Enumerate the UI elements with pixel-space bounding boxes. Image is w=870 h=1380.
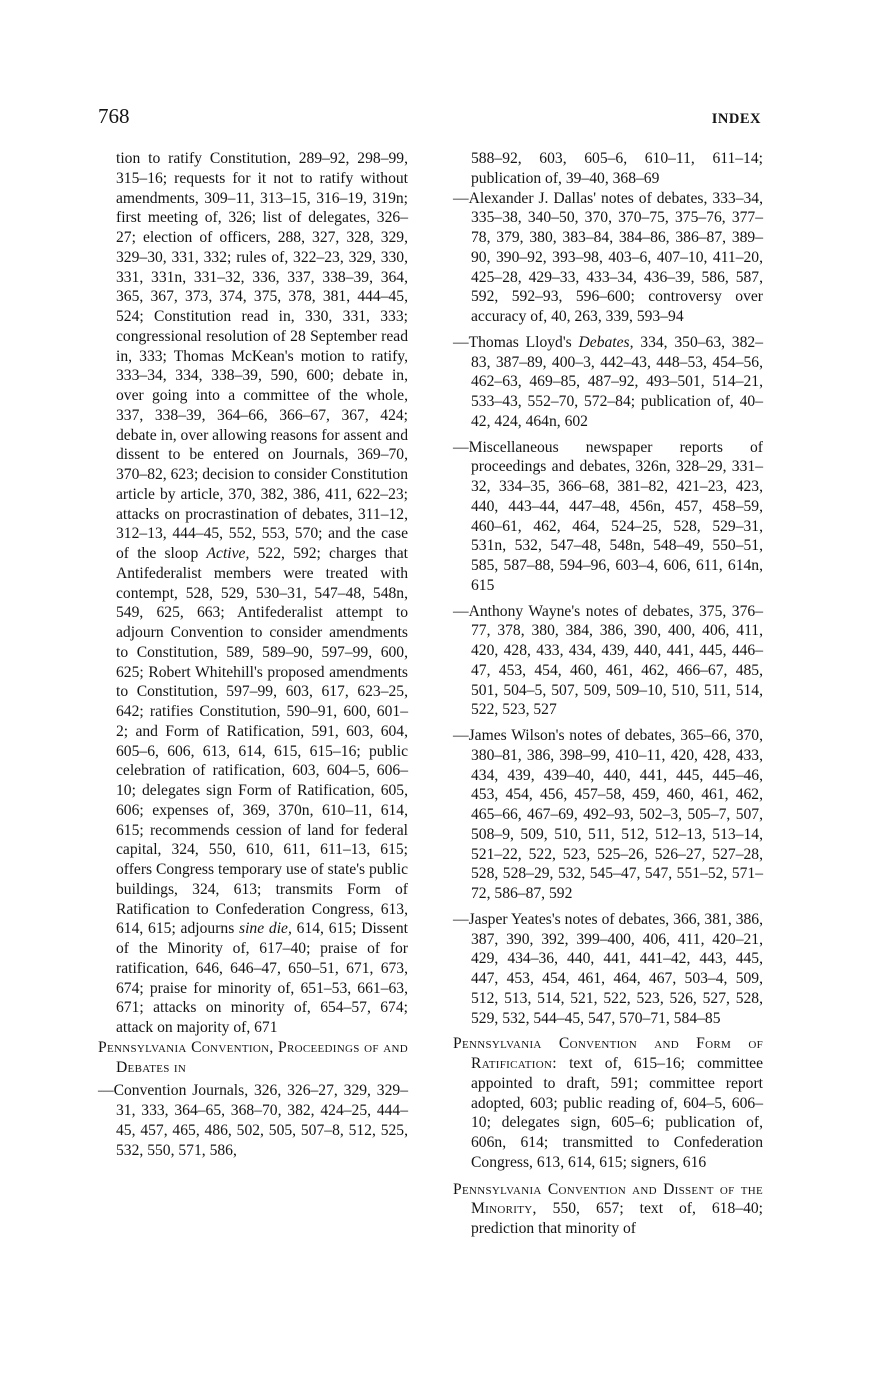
running-head: INDEX	[711, 111, 761, 127]
page-number: 768	[98, 104, 130, 128]
subentry-convention-journals: —Convention Journals, 326, 326–27, 329, 329–31, 333, 364–65, 368–70, 382, 424–25, 444–45, 457, 465, 486, 502, 505, 507–8, 512, 525, 532, 550, 571, 586,	[98, 1082, 408, 1159]
subentry-lloyd: —Thomas Lloyd's Debates, 334, 350–63, 382–83, 387–89, 400–3, 442–43, 448–53, 454–56, 462–63, 469–85, 487–92, 493–501, 514–21, 533–43, 552–70, 572–84; publication of, 40–42, 424, 464n, 602	[453, 333, 763, 430]
index-heading-proceedings: Pennsylvania Convention, Proceedings of and Debates in	[98, 1038, 408, 1076]
subentry-yeates: —Jasper Yeates's notes of debates, 366, 381, 386, 387, 390, 392, 399–400, 406, 411, 420–21, 429, 434–36, 440, 441, 441–42, 443, 445, 447, 453, 454, 461, 464, 467, 503–4, 509, 512, 513, 514, 521, 522, 523, 526, 527, 528, 529, 532, 544–45, 547, 570–71, 584–85	[453, 910, 763, 1027]
left-column	[98, 149, 408, 1166]
page-header	[98, 104, 761, 129]
index-entry-dissent-of-minority: Pennsylvania Convention and Dissent of the Minority, 550, 657; text of, 618–40; prediction that minority of	[453, 1180, 763, 1237]
subentry-dallas: —Alexander J. Dallas' notes of debates, 333–34, 335–38, 340–50, 370, 370–75, 375–76, 377–78, 379, 380, 383–84, 384–86, 386–87, 389–90, 390–92, 393–98, 403–6, 407–10, 411–20, 425–28, 429–33, 433–34, 436–39, 586, 587, 592, 592–93, 596–600; controversy over accuracy of, 40, 263, 339, 593–94	[453, 189, 763, 325]
subentry-wilson: —James Wilson's notes of debates, 365–66, 370, 380–81, 386, 398–99, 410–11, 420, 428, 433, 434, 439, 439–40, 440, 441, 445, 445–46, 453, 454, 456, 457–58, 459, 460, 461, 462, 465–66, 467–69, 492–93, 502–3, 505–7, 507, 508–9, 509, 510, 511, 512, 512–13, 513–14, 521–22, 522, 523, 525–26, 526–27, 527–28, 528, 528–29, 532, 545–47, 547, 551–52, 571–72, 586–87, 592	[453, 727, 763, 902]
subentry-wayne: —Anthony Wayne's notes of debates, 375, 376–77, 378, 380, 384, 386, 390, 400, 406, 411, 420, 428, 433, 434, 439, 440, 441, 445, 446–47, 453, 454, 460, 461, 462, 466–67, 485, 501, 504–5, 507, 509, 509–10, 510, 511, 514, 522, 523, 527	[453, 602, 763, 719]
subentry-journals-continued: 588–92, 603, 605–6, 610–11, 611–14; publication of, 39–40, 368–69	[471, 150, 763, 187]
right-column	[453, 149, 763, 1246]
continued-entry: tion to ratify Constitution, 289–92, 298–99, 315–16; requests for it not to ratify without amendments, 309–11, 313–15, 316–19, 319n; first meeting of, 326; list of delegates, 326–27; election of officers, 288, 327, 328, 329, 329–30, 331, 332; rules of, 322–23, 329, 330, 331, 331n, 331–32, 336, 337, 338–39, 364, 365, 367, 373, 374, 375, 378, 381, 444–45, 524; Constitution read in, 330, 331, 333; congressional resolution of 28 September read in, 333; Thomas McKean's motion to ratify, 333–34, 334, 338–39, 590, 600; debate in, over going into a committee of the whole, 337, 338–39, 364–66, 366–67, 367, 424; debate in, over allowing reasons for assent and dissent to be entered on Journals, 369–70, 370–82, 623; decision to consider Constitution article by article, 370, 382, 386, 411, 622–23; attacks on procrastination of debates, 311–12, 312–13, 444–45, 552, 553, 570; and the case of the sloop Active, 522, 592; charges that Antifederalist members were treated with contempt, 528, 529, 530–31, 547–48, 548n, 549, 625, 663; Antifederalist attempt to adjourn Convention to consider amendments to Constitution, 589, 589–90, 597–99, 600, 625; Robert Whitehill's proposed amendments to Constitution, 597–99, 603, 617, 623–25, 642; ratifies Constitution, 590–91, 600, 601–2; and Form of Ratification, 591, 603, 604, 605–6, 606, 613, 614, 615, 615–16; public celebration of ratification, 603, 604–5, 606–10; delegates sign Form of Ratification, 605, 606; expenses of, 369, 370n, 610–11, 614, 615; recommends cession of land for federal capital, 324, 550, 610, 611, 611–13, 615; offers Congress temporary use of state's public buildings, 324, 613; transmits Form of Ratification to Confederation Congress, 613, 614, 615; adjourns sine die, 614, 615; Dissent of the Minority of, 617–40; praise of for ratification, 646, 646–47, 650–51, 671, 673, 674; praise for minority of, 651–53, 661–63, 671; attacks on minority of, 654–57, 674; attack on majority of, 671	[116, 150, 409, 1036]
subentry-newspaper: —Miscellaneous newspaper reports of proceedings and debates, 326n, 328–29, 331–32, 334–35, 366–68, 381–82, 421–23, 423, 440, 443–44, 447–48, 456n, 457, 458–59, 460–61, 462, 464, 524–25, 528, 529–31, 531n, 532, 547–48, 548n, 548–49, 550–51, 585, 587–88, 594–96, 603–4, 606, 611, 614n, 615	[453, 438, 763, 594]
index-entry-form-of-ratification: Pennsylvania Convention and Form of Ratification: text of, 615–16; committee appointed to draft, 591; committee report adopted, 603; public reading of, 604–5, 606–10; delegates sign, 605–6; publication of, 606n, 614; transmitted to Confederation Congress, 613, 614, 615; signers, 616	[453, 1035, 763, 1171]
